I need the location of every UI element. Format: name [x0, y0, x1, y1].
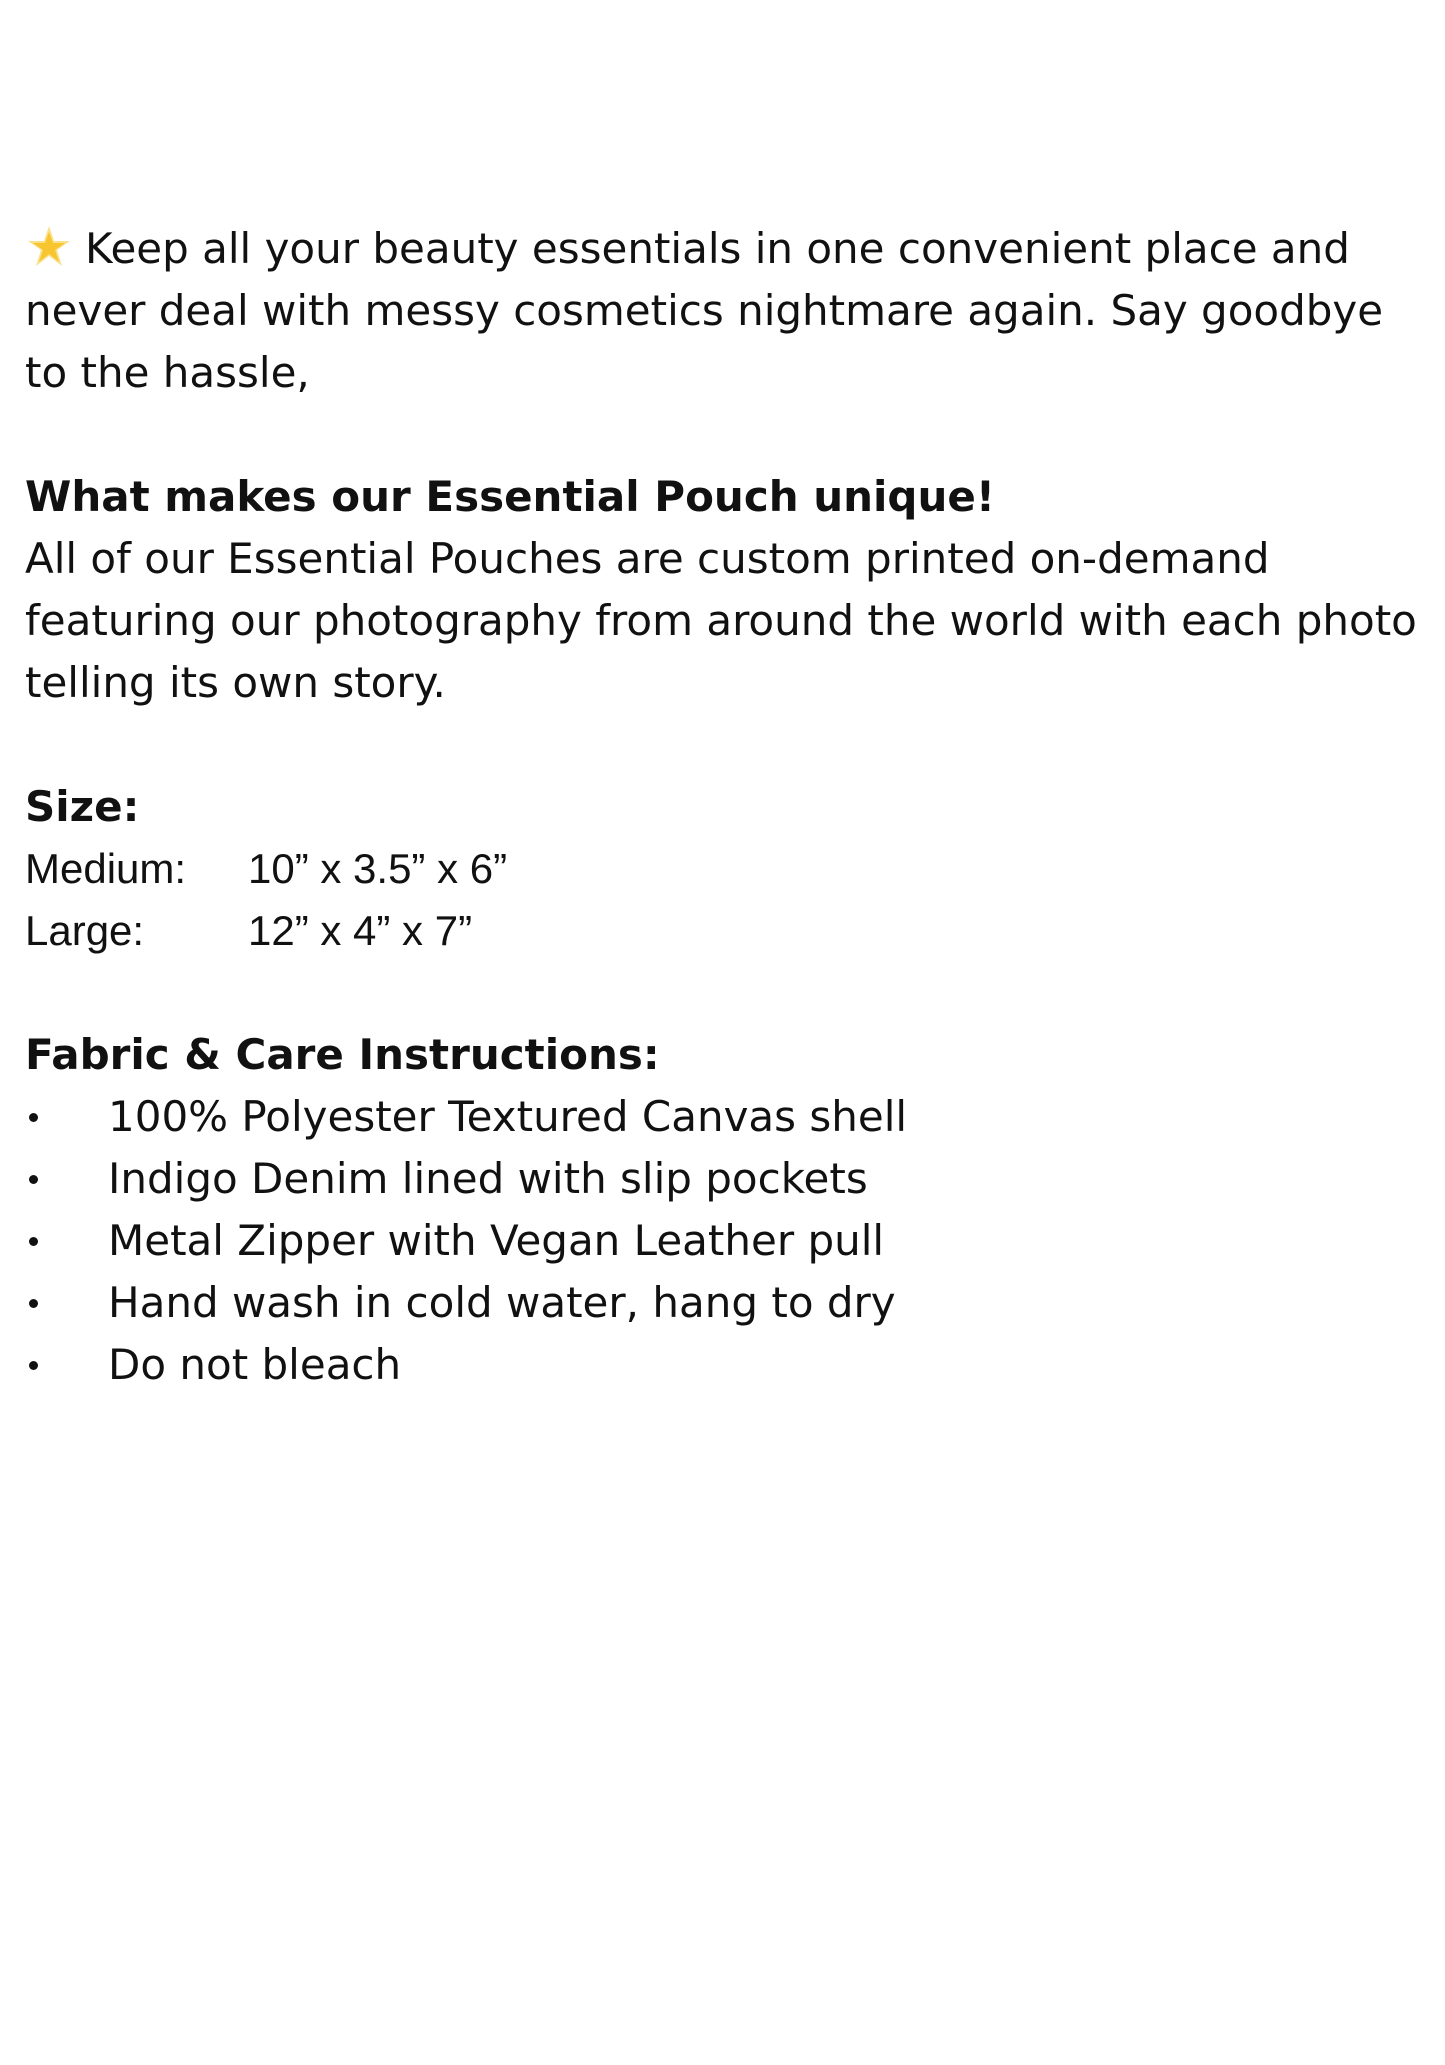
list-item	[25, 1210, 1425, 1272]
care-item-text: 100% Polyester Textured Canvas shell	[108, 1092, 908, 1141]
size-row-large	[25, 900, 1425, 962]
bullet-icon	[29, 1299, 38, 1308]
star-icon	[25, 223, 73, 271]
bullet-icon	[29, 1237, 38, 1246]
list-item	[25, 1148, 1425, 1210]
care-heading: Fabric & Care Instructions:	[25, 1030, 660, 1079]
list-item	[25, 1272, 1425, 1334]
care-item-text: Do not bleach	[108, 1340, 402, 1389]
bullet-icon	[29, 1175, 38, 1184]
size-value: 10” x 3.5” x 6”	[248, 845, 508, 892]
size-row-medium	[25, 838, 1425, 900]
bullet-icon	[29, 1361, 38, 1370]
size-value: 12” x 4” x 7”	[248, 907, 473, 954]
bullet-icon	[29, 1113, 38, 1122]
size-label: Large:	[25, 907, 145, 954]
intro-paragraph	[25, 218, 1425, 404]
care-item-text: Hand wash in cold water, hang to dry	[108, 1278, 896, 1327]
unique-heading: What makes our Essential Pouch unique!	[25, 472, 996, 521]
care-item-text: Indigo Denim lined with slip pockets	[108, 1154, 868, 1203]
care-item-text: Metal Zipper with Vegan Leather pull	[108, 1216, 885, 1265]
product-description	[25, 218, 1425, 1396]
size-heading: Size:	[25, 782, 140, 831]
intro-text: Keep all your beauty essentials in one convenient place and never deal with messy cosmetics nightmare again. Say goodbye to the hassle,	[25, 224, 1384, 397]
list-item	[25, 1086, 1425, 1148]
list-item	[25, 1334, 1425, 1396]
care-list	[25, 1086, 1425, 1396]
unique-body: All of our Essential Pouches are custom printed on-demand featuring our photography from around the world with each photo telling its own story.	[25, 534, 1417, 707]
size-label: Medium:	[25, 845, 187, 892]
